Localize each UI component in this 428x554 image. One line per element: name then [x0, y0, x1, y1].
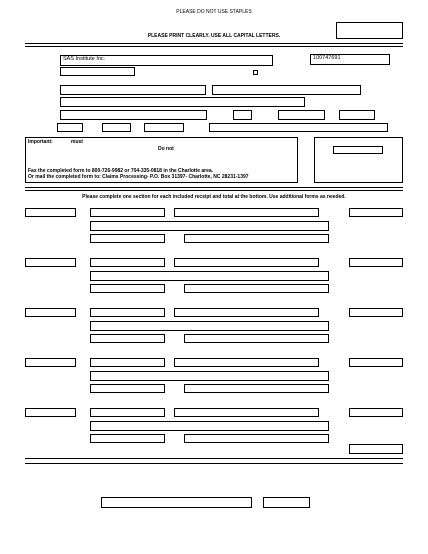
receipt-purpose-field[interactable]	[90, 221, 329, 231]
section-instructions: Please complete one section for each included receipt and total at the bottom. Use additional forms as needed.	[82, 194, 346, 200]
receipt-description-field[interactable]	[174, 308, 319, 317]
receipt-amount-field[interactable]	[349, 208, 403, 217]
field-a[interactable]	[57, 123, 83, 132]
field-d[interactable]	[209, 123, 388, 132]
receipt-description-field[interactable]	[174, 258, 319, 267]
receipt-description-field[interactable]	[174, 208, 319, 217]
receipt-detail-field[interactable]	[90, 234, 165, 243]
receipt-detail-field-2[interactable]	[184, 234, 329, 243]
receipt-purpose-field[interactable]	[90, 271, 329, 281]
print-clearly-instruction: PLEASE PRINT CLEARLY. USE ALL CAPITAL LETTERS.	[147, 33, 281, 39]
field-b[interactable]	[102, 123, 131, 132]
receipt-amount-field[interactable]	[349, 258, 403, 267]
receipt-detail-field[interactable]	[90, 284, 165, 293]
date-field[interactable]	[60, 67, 135, 76]
fax-instructions: Fax the completed form to 800-726-9982 or 704-335-0818 in the Charlotte area.	[28, 168, 214, 174]
divider	[25, 43, 403, 44]
phone-field[interactable]	[339, 110, 375, 120]
total-amount-field[interactable]	[349, 444, 403, 454]
divider	[25, 187, 403, 188]
signature-field[interactable]	[101, 497, 252, 508]
company-name-field[interactable]: SAS Institute Inc.	[60, 55, 273, 66]
receipt-vendor-field[interactable]	[90, 408, 165, 417]
receipt-amount-field[interactable]	[349, 358, 403, 367]
receipt-detail-field-2[interactable]	[184, 284, 329, 293]
receipt-detail-field[interactable]	[90, 384, 165, 393]
receipt-date-field[interactable]	[25, 258, 76, 267]
divider	[25, 463, 403, 464]
no-staples-notice: PLEASE DO NOT USE STAPLES	[176, 9, 252, 15]
receipt-detail-field-2[interactable]	[184, 384, 329, 393]
receipt-detail-field[interactable]	[90, 334, 165, 343]
receipt-date-field[interactable]	[25, 208, 76, 217]
field-c[interactable]	[144, 123, 184, 132]
name-field[interactable]	[60, 85, 206, 95]
receipt-detail-field[interactable]	[90, 434, 165, 443]
important-label: Important:	[28, 139, 53, 145]
receipt-vendor-field[interactable]	[90, 258, 165, 267]
office-use-box	[314, 137, 403, 183]
receipt-vendor-field[interactable]	[90, 358, 165, 367]
receipt-purpose-field[interactable]	[90, 321, 329, 331]
name-field-2[interactable]	[212, 85, 361, 95]
divider	[25, 46, 403, 47]
receipt-date-field[interactable]	[25, 408, 76, 417]
receipt-date-field[interactable]	[25, 308, 76, 317]
divider	[25, 458, 403, 459]
receipt-vendor-field[interactable]	[90, 308, 165, 317]
receipt-detail-field-2[interactable]	[184, 434, 329, 443]
receipt-purpose-field[interactable]	[90, 421, 329, 431]
receipt-vendor-field[interactable]	[90, 208, 165, 217]
do-not-text: Do not	[158, 146, 174, 152]
id-number-field[interactable]: 100747691	[310, 54, 390, 65]
address-field[interactable]	[60, 97, 305, 107]
state-field[interactable]	[233, 110, 252, 120]
receipt-amount-field[interactable]	[349, 408, 403, 417]
city-field[interactable]	[60, 110, 207, 120]
receipt-description-field[interactable]	[174, 408, 319, 417]
zip-field[interactable]	[278, 110, 325, 120]
mail-instructions: Or mail the completed form to: Claims Processing- P.O. Box 31397- Charlotte, NC 28231-1397	[28, 174, 249, 180]
receipt-amount-field[interactable]	[349, 308, 403, 317]
office-use-field[interactable]	[333, 146, 383, 154]
receipt-date-field[interactable]	[25, 358, 76, 367]
receipt-description-field[interactable]	[174, 358, 319, 367]
receipt-detail-field-2[interactable]	[184, 334, 329, 343]
receipt-purpose-field[interactable]	[90, 371, 329, 381]
checkbox[interactable]	[253, 70, 258, 75]
signature-date-field[interactable]	[263, 497, 310, 508]
must-text: must	[71, 139, 83, 145]
divider	[25, 190, 403, 191]
